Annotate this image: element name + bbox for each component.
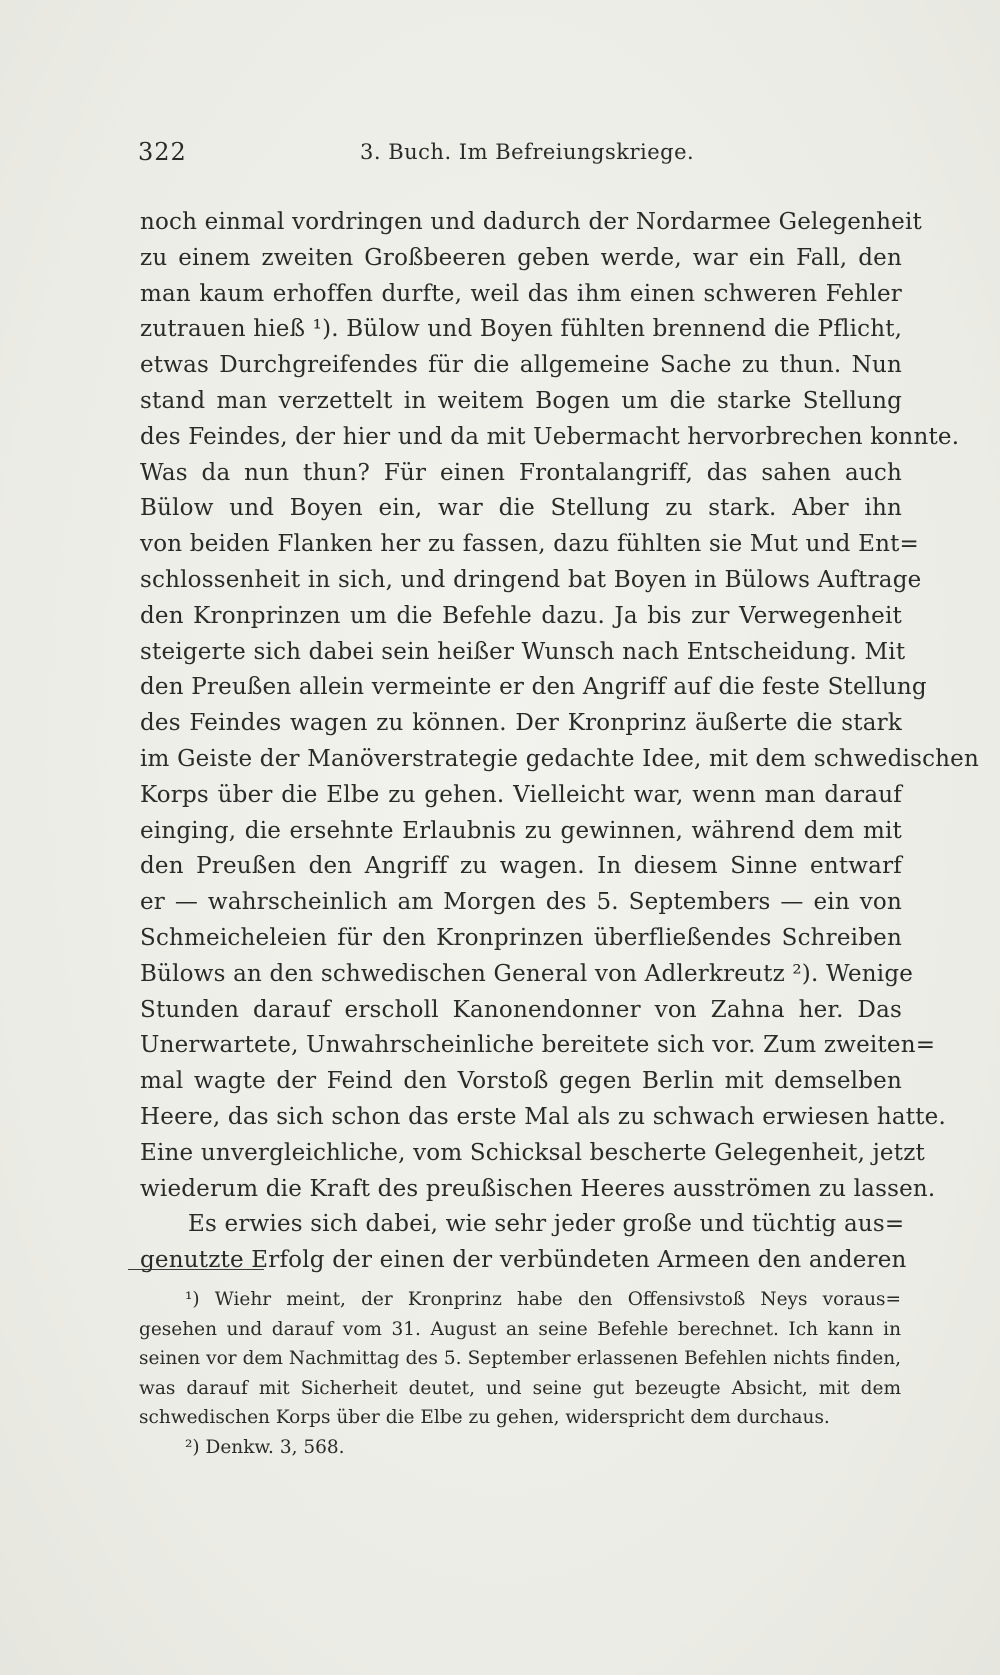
text-line: den Kronprinzen um die Befehle dazu. Ja bis zur Verwegenheit [140,602,902,629]
main-text [140,205,980,1279]
text-line: Korps über die Elbe zu gehen. Vielleicht war, wenn man darauf [140,781,902,808]
text-line: Unerwartete, Unwahrscheinliche bereitete sich vor. Zum zweiten= [140,1032,936,1059]
text-line: man kaum erhoffen durfte, weil das ihm einen schweren Fehler [140,280,902,307]
text-line: des Feindes, der hier und da mit Uebermacht hervorbrechen konnte. [140,423,960,450]
text-line: zutrauen hieß ¹). Bülow und Boyen fühlten brennend die Pflicht, [140,316,903,343]
text-line: stand man verzettelt in weitem Bogen um die starke Stellung [140,387,902,414]
text-line: Eine unvergleichliche, vom Schicksal bescherte Gelegenheit, jetzt [140,1139,925,1166]
text-line: er — wahrscheinlich am Morgen des 5. Septembers — ein von [140,889,902,916]
footnote-1-line: schwedischen Korps über die Elbe zu gehen, widerspricht dem durchaus. [139,1407,830,1428]
footnote-1-line: seinen vor dem Nachmittag des 5. September erlassenen Befehlen nichts finden, [139,1348,901,1369]
text-line: einging, die ersehnte Erlaubnis zu gewinnen, während dem mit [140,817,902,844]
paragraph-start-line: Es erwies sich dabei, wie sehr jeder große und tüchtig aus= [188,1211,905,1238]
text-line: noch einmal vordringen und dadurch der Nordarmee Gelegenheit [140,209,922,235]
text-line: von beiden Flanken her zu fassen, dazu fühlten sie Mut und Ent= [140,531,920,558]
text-line: mal wagte der Feind den Vorstoß gegen Berlin mit demselben [140,1068,902,1095]
footnote-1-line: was darauf mit Sicherheit deutet, und seine gut bezeugte Absicht, mit dem [139,1377,901,1399]
text-line: den Preußen allein vermeinte er den Angriff auf die feste Stellung [140,674,927,701]
text-line: den Preußen den Angriff zu wagen. In diesem Sinne entwarf [140,853,902,880]
footnote-1-line: ¹) Wiehr meint, der Kronprinz habe den Offensivstoß Neys voraus= [185,1289,901,1310]
text-line: etwas Durchgreifendes für die allgemeine Sache zu thun. Nun [140,352,902,379]
footnote-2: ²) Denkw. 3, 568. [185,1436,345,1458]
text-line: steigerte sich dabei sein heißer Wunsch nach Entscheidung. Mit [140,638,906,665]
page-number: 322 [138,138,187,166]
running-title: 3. Buch. Im Befreiungskriege. [360,140,695,164]
text-line: genutzte Erfolg der einen der verbündeten Armeen den anderen [140,1247,907,1274]
text-line: wiederum die Kraft des preußischen Heeres ausströmen zu lassen. [140,1175,936,1202]
footnote-1-line: gesehen und darauf vom 31. August an seine Befehle berechnet. Ich kann in [139,1318,901,1340]
footnotes [139,1285,901,1462]
text-line: schlossenheit in sich, und dringend bat Boyen in Bülows Auftrage [140,566,922,593]
text-line: Bülows an den schwedischen General von Adlerkreutz ²). Wenige [140,960,914,987]
text-line: des Feindes wagen zu können. Der Kronprinz äußerte die stark [140,710,902,737]
text-line: Heere, das sich schon das erste Mal als zu schwach erwiesen hatte. [140,1103,947,1130]
text-line: im Geiste der Manöverstrategie gedachte Idee, mit dem schwedischen [140,745,980,772]
text-line: Schmeicheleien für den Kronprinzen überfließendes Schreiben [140,924,902,951]
page-header [138,138,898,178]
footnote-separator [128,1269,264,1270]
text-line: Was da nun thun? Für einen Frontalangriff, das sahen auch [140,459,902,486]
text-line: Bülow und Boyen ein, war die Stellung zu stark. Aber ihn [140,495,902,522]
text-line: Stunden darauf erscholl Kanonendonner von Zahna her. Das [140,996,902,1023]
text-line: zu einem zweiten Großbeeren geben werde, war ein Fall, den [140,244,902,271]
